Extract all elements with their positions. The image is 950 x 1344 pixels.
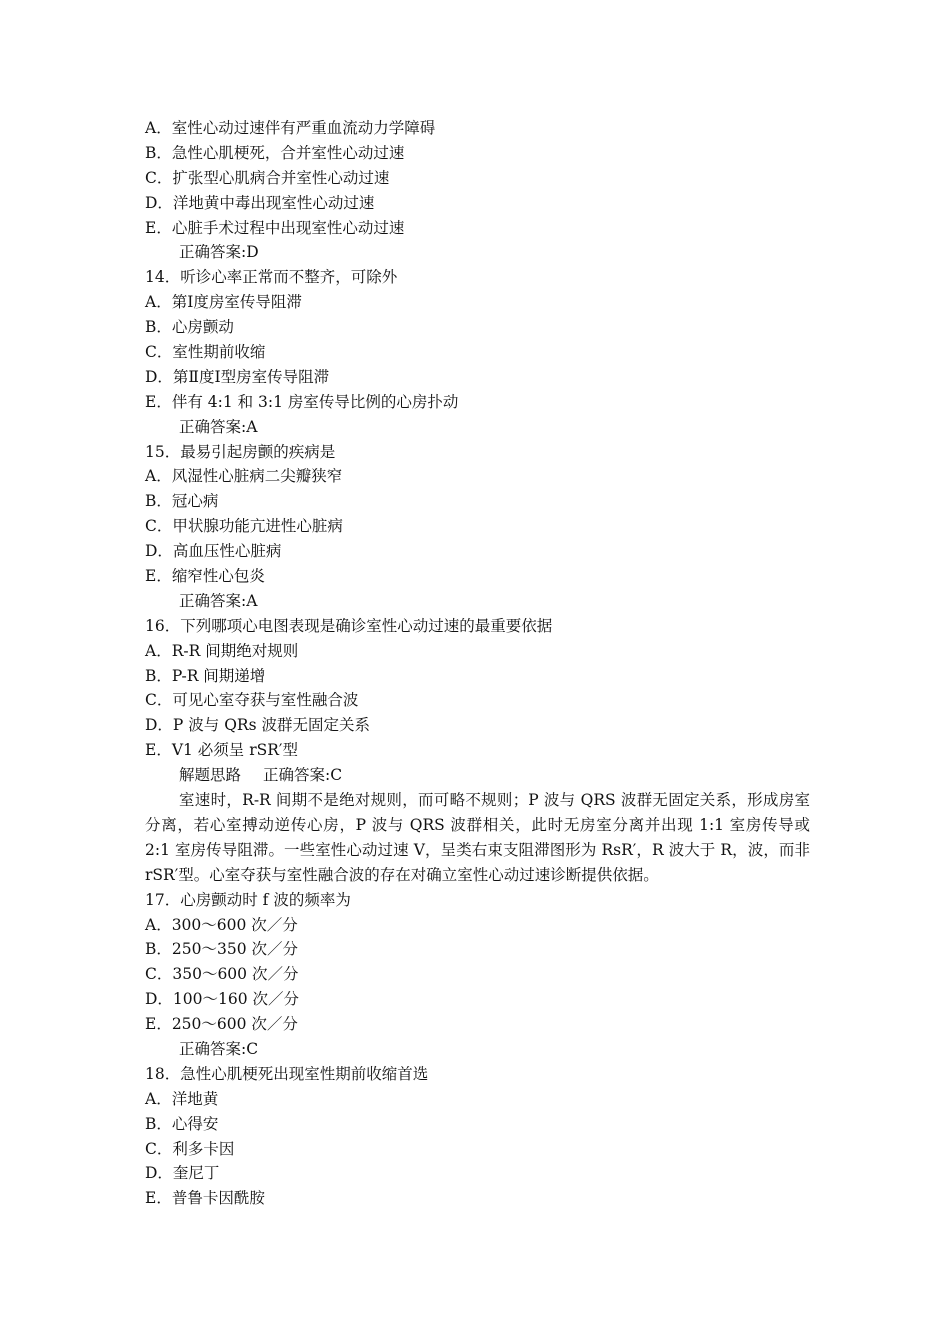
option-item: E．心脏手术过程中出现室性心动过速 [145, 218, 405, 237]
question-title: 16．下列哪项心电图表现是确诊室性心动过速的最重要依据 [145, 616, 553, 635]
option-item: E．V1 必须呈 rSR′型 [145, 741, 298, 760]
option-item: C．350～600 次／分 [145, 965, 299, 984]
option-item: C．扩张型心肌病合并室性心动过速 [145, 168, 390, 187]
option-item: A．洋地黄 [145, 1089, 219, 1108]
correct-answer: 正确答案:A [179, 591, 258, 610]
option-item: E．伴有 4:1 和 3:1 房室传导比例的心房扑动 [145, 392, 459, 411]
hint-label: 解题思路 [179, 766, 242, 785]
question-title: 15．最易引起房颤的疾病是 [145, 442, 336, 461]
answer-line [145, 763, 810, 788]
option-item: B．250～350 次／分 [145, 940, 298, 959]
correct-answer: 正确答案:C [263, 766, 343, 785]
option-item: A．风湿性心脏病二尖瓣狭窄 [145, 467, 343, 486]
option-item: E．250～600 次／分 [145, 1015, 298, 1034]
option-item: B．P-R 间期递增 [145, 666, 266, 685]
option-item: E．普鲁卡因酰胺 [145, 1189, 265, 1208]
question-title: 17．心房颤动时 f 波的频率为 [145, 890, 351, 909]
option-item: E．缩窄性心包炎 [145, 567, 265, 586]
option-item: C．可见心室夺获与室性融合波 [145, 691, 359, 710]
option-item: A．R-R 间期绝对规则 [145, 641, 299, 660]
option-item: D．高血压性心脏病 [145, 542, 282, 561]
correct-answer: 正确答案:D [179, 243, 259, 262]
correct-answer: 正确答案:A [179, 417, 258, 436]
option-item: A．300～600 次／分 [145, 915, 298, 934]
option-item: D．P 波与 QRs 波群无固定关系 [145, 716, 370, 735]
option-item: C．室性期前收缩 [145, 343, 266, 362]
explanation-paragraph: 室速时，R-R 间期不是绝对规则，而可略不规则；P 波与 QRS 波群无固定关系，形成房室分离，若心室搏动逆传心房，P 波与 QRS 波群相关，此时无房室分离并出现 1:1 室房传导或 2:1 室房传导阻滞。一些室性心动过速 V，呈类右束支阻滞图形为 RsR′，R 波大于 R，波，而非 rSR′型。心室夺获与室性融合波的存在对确立室性心动过速诊断提供依据。 [145, 791, 810, 884]
option-item: D．第Ⅱ度Ⅰ型房室传导阻滞 [145, 367, 330, 386]
option-item: C．甲状腺功能亢进性心脏病 [145, 517, 343, 536]
option-item: B．急性心肌梗死，合并室性心动过速 [145, 143, 405, 162]
option-item: C．利多卡因 [145, 1139, 235, 1158]
option-item: B．冠心病 [145, 492, 219, 511]
correct-answer: 正确答案:C [179, 1040, 259, 1059]
question-title: 14．听诊心率正常而不整齐，可除外 [145, 268, 398, 287]
option-item: D．奎尼丁 [145, 1164, 220, 1183]
option-item: A．室性心动过速伴有严重血流动力学障碍 [145, 119, 436, 137]
option-item: D．洋地黄中毒出现室性心动过速 [145, 193, 375, 212]
document-body [145, 116, 810, 1211]
option-item: A．第Ⅰ度房室传导阻滞 [145, 293, 302, 312]
option-item: B．心房颤动 [145, 318, 234, 337]
option-item: D．100～160 次／分 [145, 990, 300, 1009]
option-item: B．心得安 [145, 1114, 219, 1133]
question-title: 18．急性心肌梗死出现室性期前收缩首选 [145, 1064, 429, 1083]
